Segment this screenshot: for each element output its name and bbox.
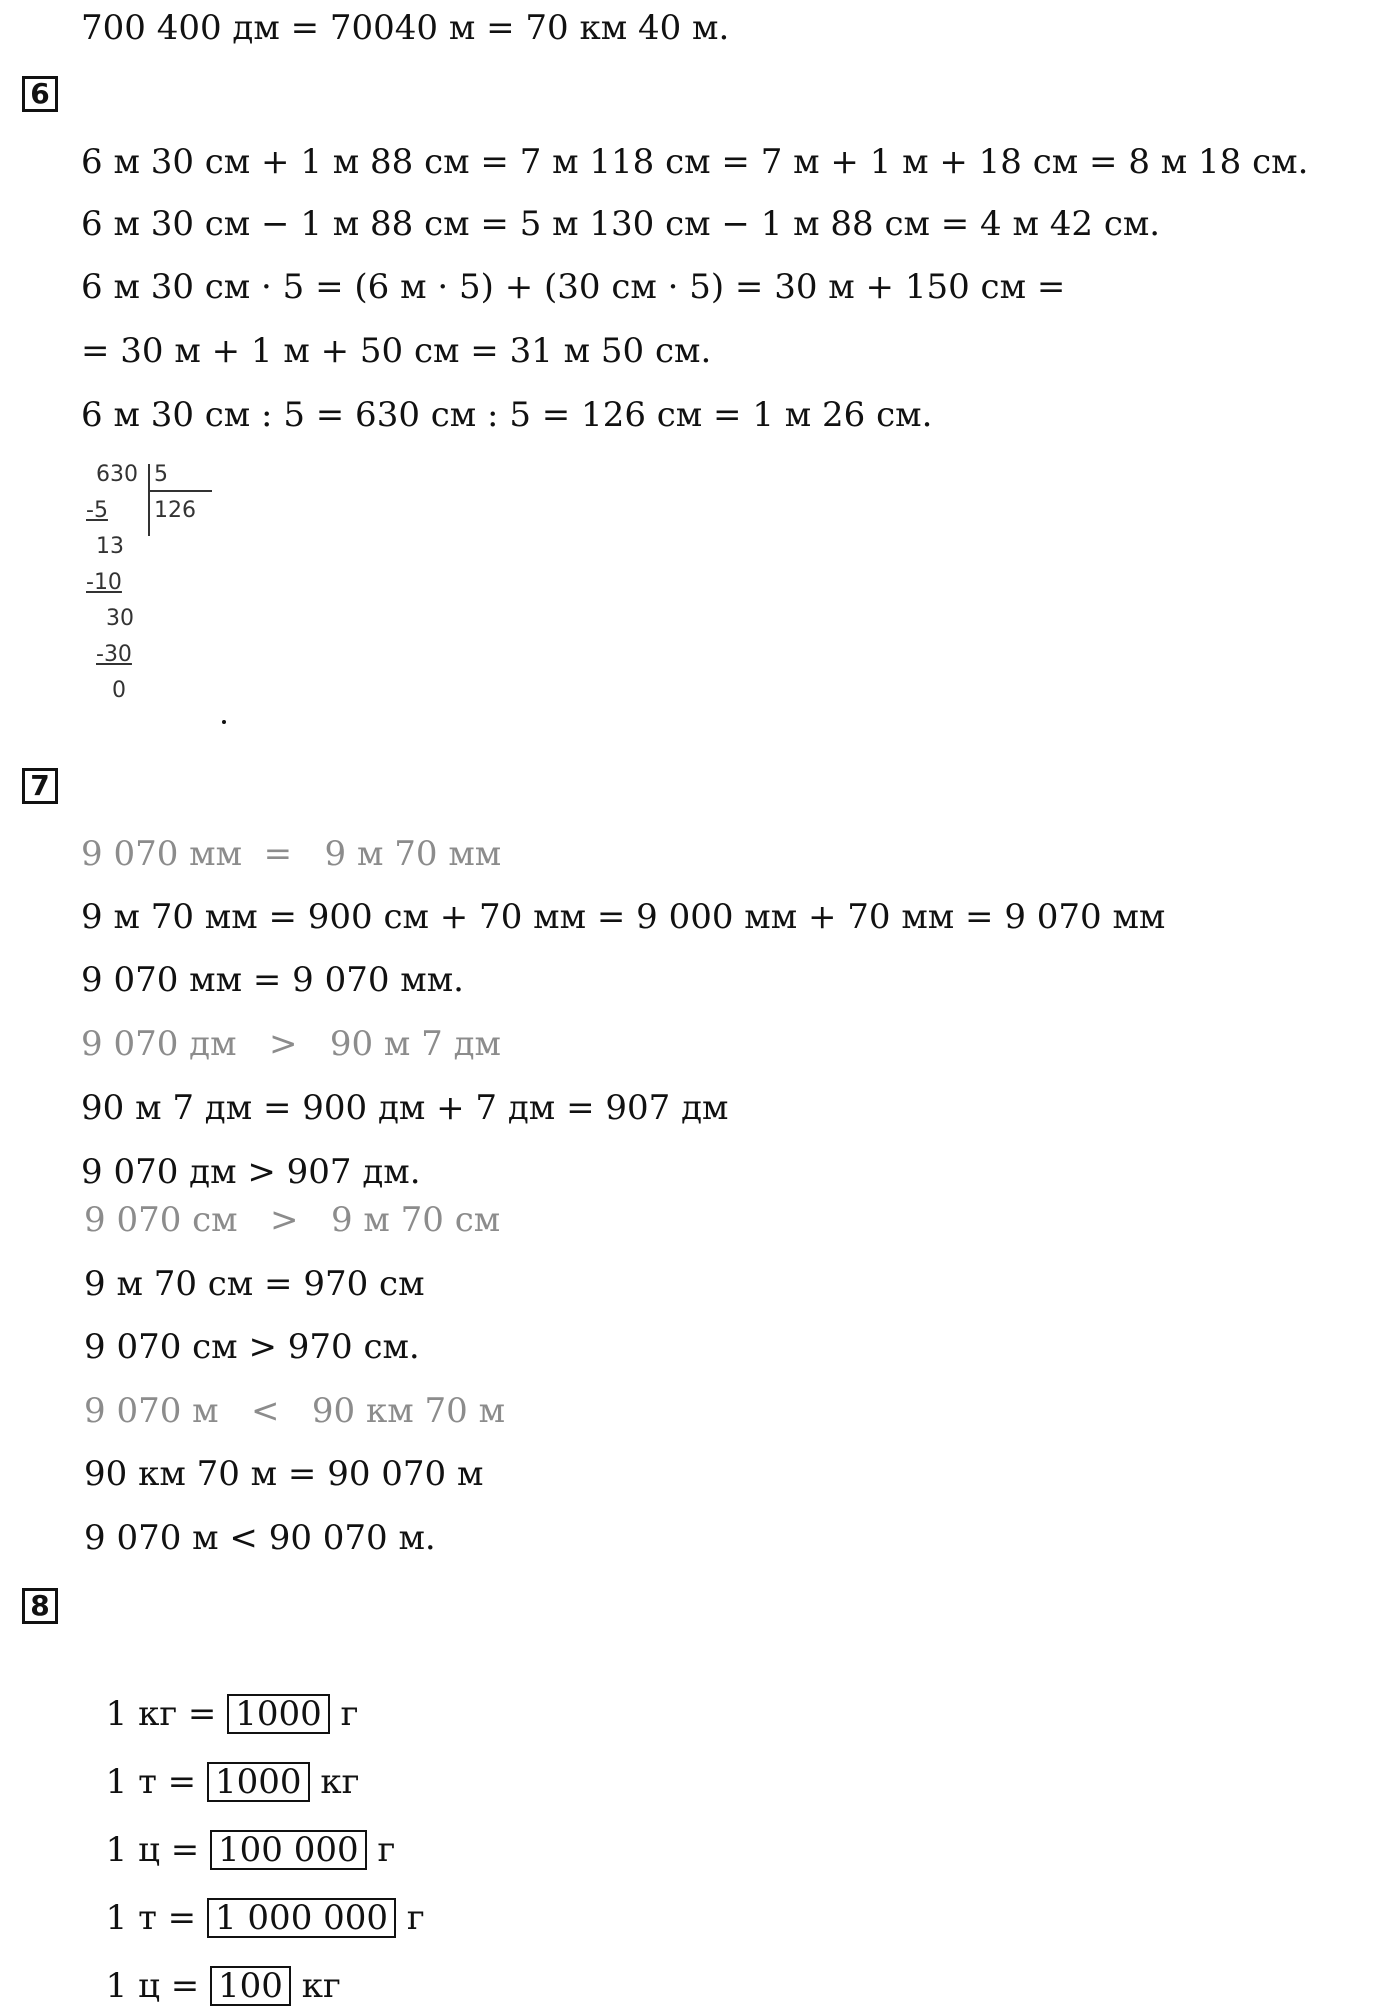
task7-line: 9 м 70 мм = 900 см + 70 мм = 9 000 мм + 70 мм = 9 070 мм	[81, 897, 1166, 937]
task8-unit: кг	[320, 1762, 360, 1802]
task-number-7: 7	[22, 768, 58, 804]
task7-comparison: 9 070 дм > 90 м 7 дм	[81, 1024, 502, 1064]
answer-box: 1000	[207, 1762, 310, 1802]
task8-unit: г	[340, 1694, 359, 1734]
task8-left: 1 ц =	[105, 1966, 200, 2006]
task7-comparison: 9 070 м < 90 км 70 м	[84, 1391, 506, 1431]
divisor: 5	[154, 462, 168, 487]
division-step: 30	[106, 606, 134, 631]
task7-line: 9 070 дм > 907 дм.	[81, 1152, 421, 1192]
task7-comparison: 9 070 см > 9 м 70 см	[84, 1200, 501, 1240]
task6-line: 6 м 30 см + 1 м 88 см = 7 м 118 см = 7 м + 1 м + 18 см = 8 м 18 см.	[81, 142, 1309, 182]
dot-mark	[222, 720, 226, 724]
task8-unit: кг	[301, 1966, 341, 2006]
task6-line: 6 м 30 см : 5 = 630 см : 5 = 126 см = 1 м 26 см.	[81, 395, 933, 435]
task6-line: 6 м 30 см · 5 = (6 м · 5) + (30 см · 5) = 30 м + 150 см =	[81, 267, 1066, 307]
division-step: -30	[96, 642, 132, 667]
task7-line: 90 км 70 м = 90 070 м	[84, 1454, 484, 1494]
division-step: 13	[96, 534, 124, 559]
answer-box: 100 000	[210, 1830, 367, 1870]
task8-row	[84, 1926, 341, 2006]
answer-box: 1 000 000	[207, 1898, 396, 1938]
long-division	[86, 462, 226, 712]
task8-left: 1 ц =	[105, 1830, 200, 1870]
top-equation: 700 400 дм = 70040 м = 70 км 40 м.	[81, 8, 730, 48]
task-number-8: 8	[22, 1588, 58, 1624]
division-step: -5	[86, 498, 108, 523]
task8-left: 1 т =	[105, 1898, 197, 1938]
task7-line: 9 070 мм = 9 070 мм.	[81, 960, 464, 1000]
task8-unit: г	[406, 1898, 425, 1938]
task7-comparison: 9 070 мм = 9 м 70 мм	[81, 834, 502, 874]
quotient: 126	[154, 498, 196, 523]
task-number-6: 6	[22, 76, 58, 112]
division-step: -10	[86, 570, 122, 595]
task7-line: 9 м 70 см = 970 см	[84, 1264, 425, 1304]
task7-line: 9 070 м < 90 070 м.	[84, 1518, 436, 1558]
task8-unit: г	[377, 1830, 396, 1870]
division-step: 0	[112, 678, 126, 703]
task6-line: = 30 м + 1 м + 50 см = 31 м 50 см.	[81, 331, 712, 371]
task8-left: 1 кг =	[105, 1694, 217, 1734]
dividend: 630	[96, 462, 138, 487]
task7-line: 90 м 7 дм = 900 дм + 7 дм = 907 дм	[81, 1088, 729, 1128]
task6-line: 6 м 30 см − 1 м 88 см = 5 м 130 см − 1 м 88 см = 4 м 42 см.	[81, 204, 1161, 244]
task8-left: 1 т =	[105, 1762, 197, 1802]
answer-box: 100	[210, 1966, 291, 2006]
task7-line: 9 070 см > 970 см.	[84, 1327, 420, 1367]
answer-box: 1000	[227, 1694, 330, 1734]
